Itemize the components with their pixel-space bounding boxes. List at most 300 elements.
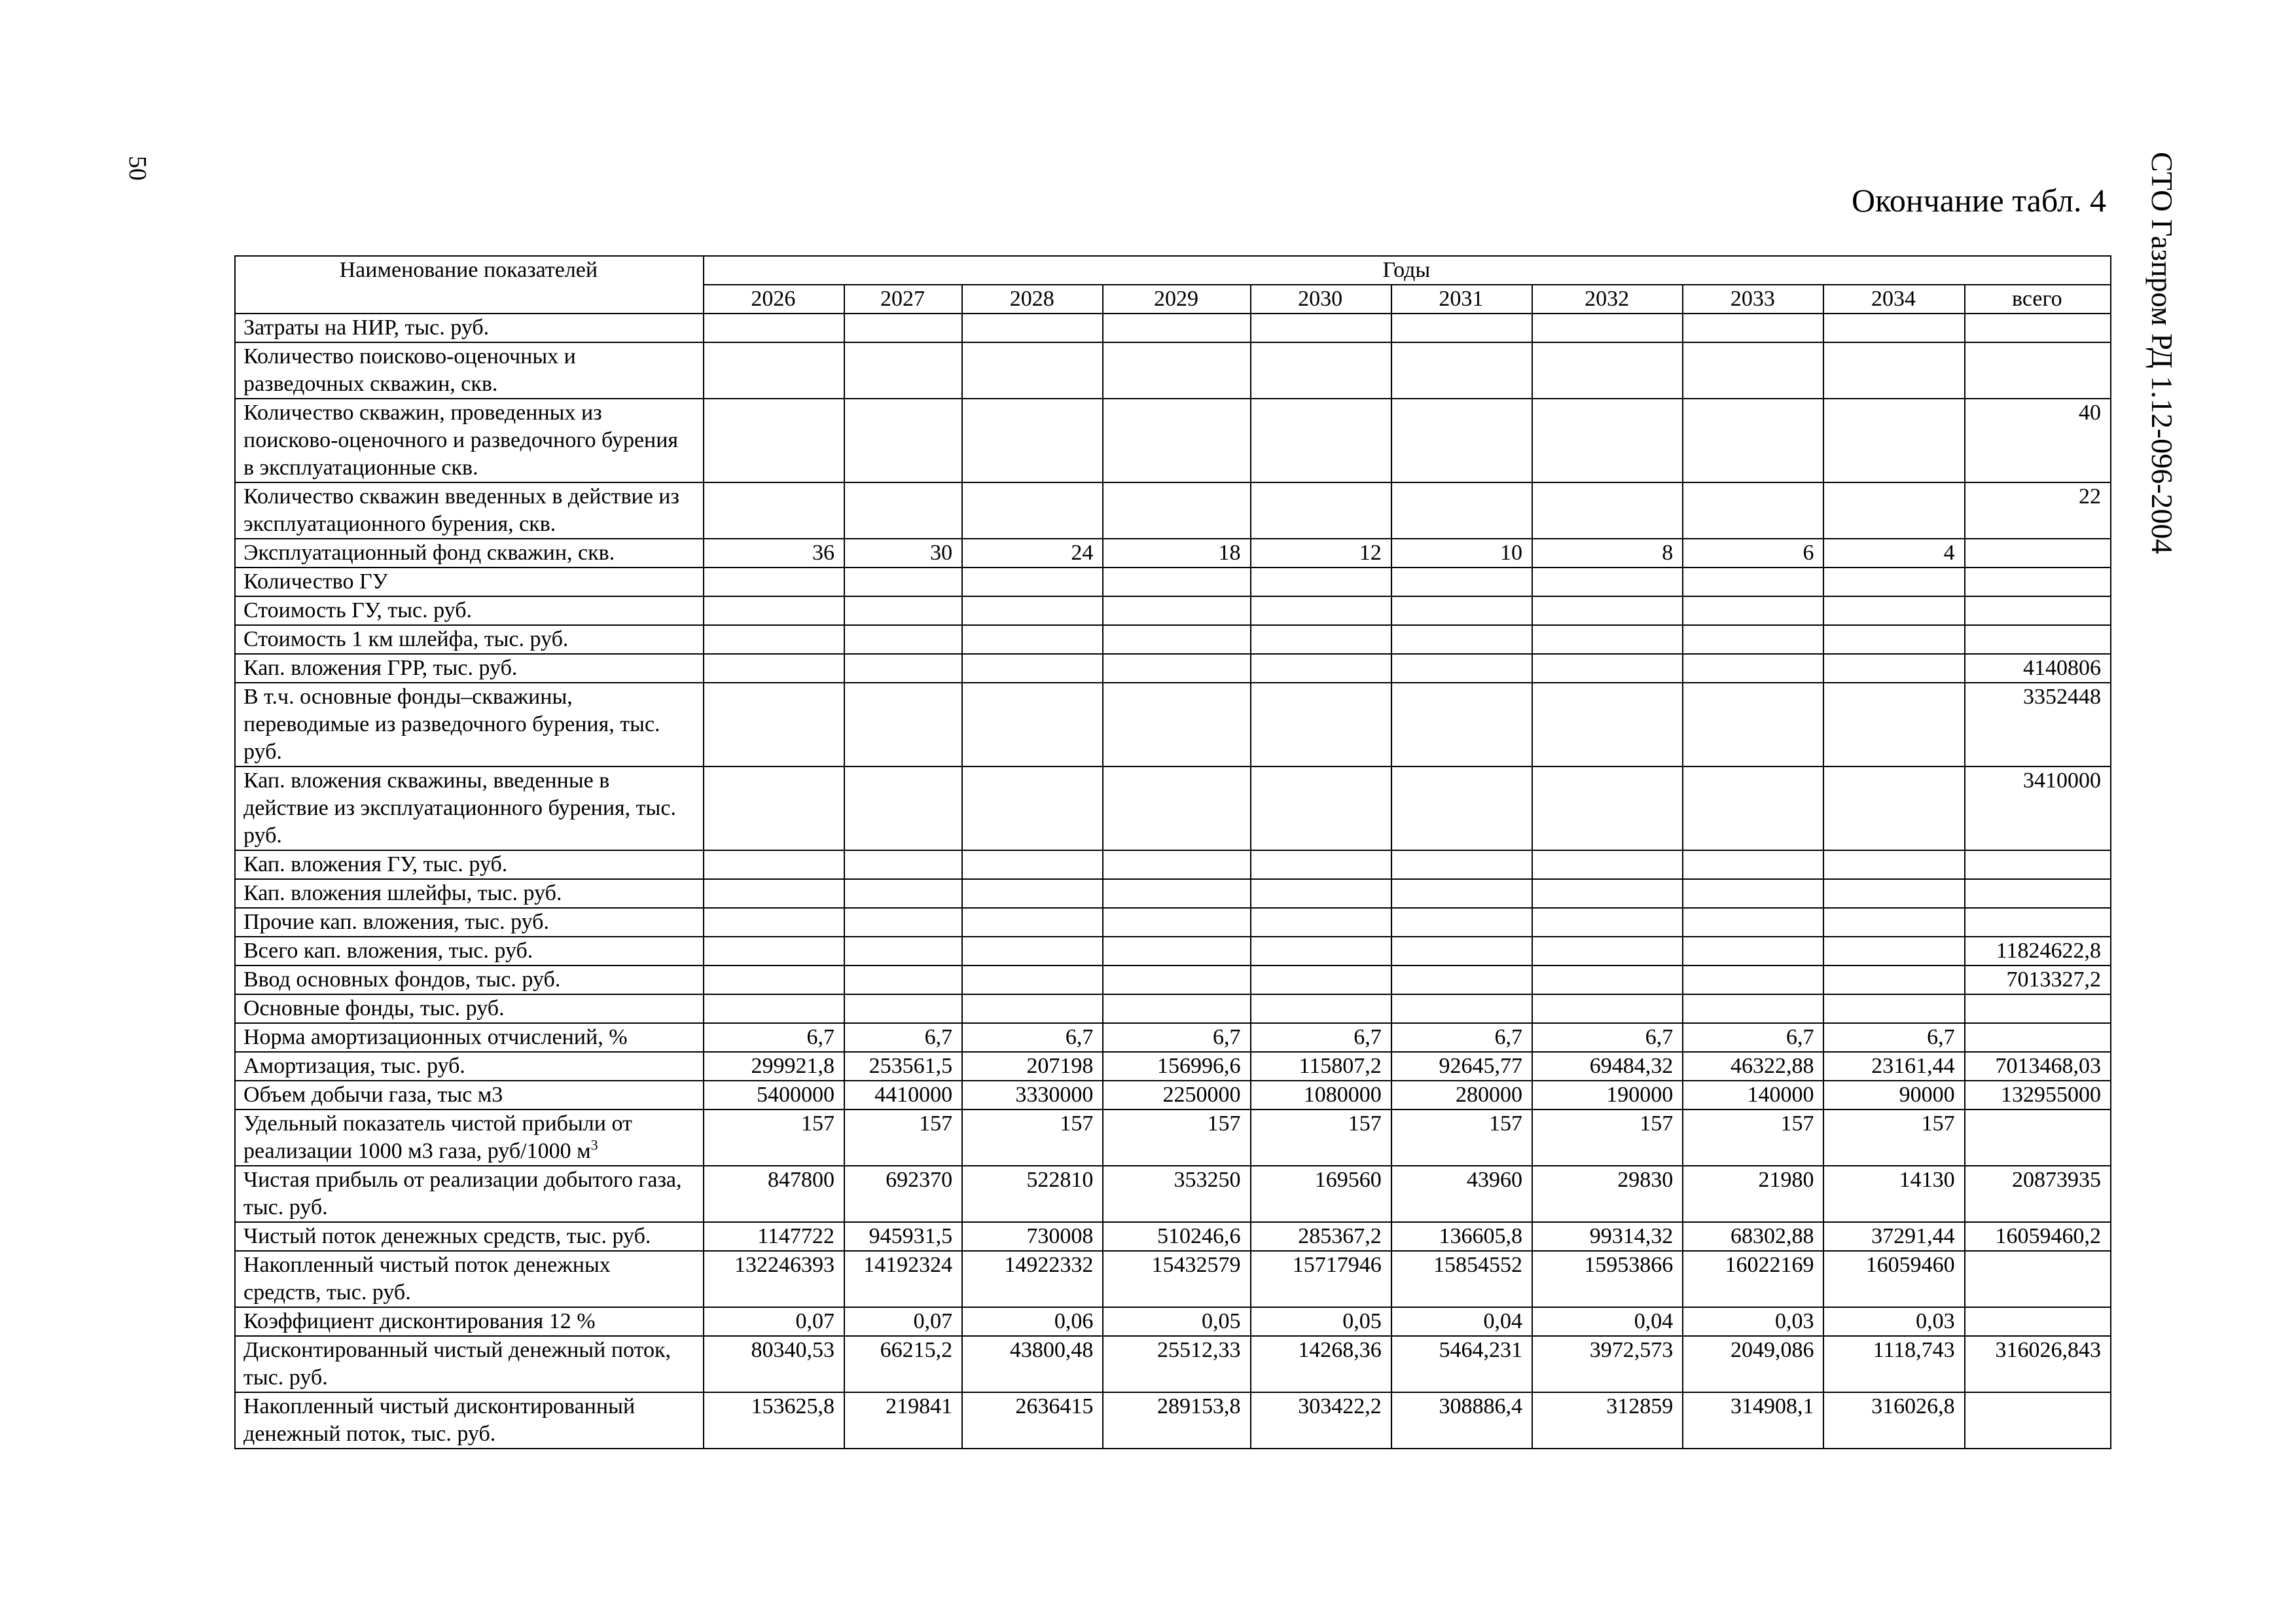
cell-value — [1823, 937, 1964, 965]
cell-value — [962, 994, 1103, 1023]
cell-value: 14922332 — [962, 1251, 1103, 1307]
table-row — [235, 625, 2111, 654]
cell-value — [962, 654, 1103, 683]
cell-value — [704, 654, 844, 683]
cell-value: 115807,2 — [1251, 1052, 1391, 1081]
header-year: 2026 — [704, 285, 844, 314]
cell-value: 0,03 — [1683, 1307, 1823, 1336]
table-row — [235, 1251, 2111, 1307]
cell-value — [962, 965, 1103, 994]
cell-value — [844, 568, 962, 596]
cell-value — [1391, 850, 1532, 879]
cell-value — [1683, 482, 1823, 539]
row-label: Количество ГУ — [235, 568, 704, 596]
cell-value — [1532, 994, 1683, 1023]
cell-value: 153625,8 — [704, 1392, 844, 1449]
row-label: Основные фонды, тыс. руб. — [235, 994, 704, 1023]
row-label: Всего кап. вложения, тыс. руб. — [235, 937, 704, 965]
cell-value — [844, 399, 962, 482]
cell-value: 12 — [1251, 539, 1391, 568]
cell-total: 11824622,8 — [1965, 937, 2111, 965]
cell-value — [1532, 342, 1683, 399]
cell-value — [1103, 314, 1250, 342]
cell-value — [962, 342, 1103, 399]
cell-value — [1532, 908, 1683, 937]
cell-value: 15432579 — [1103, 1251, 1250, 1307]
cell-value — [704, 482, 844, 539]
cell-total — [1965, 539, 2111, 568]
cell-value — [704, 965, 844, 994]
table-row — [235, 850, 2111, 879]
cell-value: 3330000 — [962, 1081, 1103, 1110]
header-year: 2027 — [844, 285, 962, 314]
cell-value: 99314,32 — [1532, 1222, 1683, 1251]
cell-value — [1391, 596, 1532, 625]
cell-value — [1391, 908, 1532, 937]
cell-value — [1683, 314, 1823, 342]
cell-value — [1391, 879, 1532, 908]
cell-value — [1391, 399, 1532, 482]
cell-value: 6,7 — [962, 1023, 1103, 1052]
cell-total — [1965, 625, 2111, 654]
cell-value — [844, 850, 962, 879]
page-number: 50 — [124, 156, 151, 181]
cell-total: 4140806 — [1965, 654, 2111, 683]
cell-value: 157 — [1391, 1110, 1532, 1166]
cell-value — [1251, 850, 1391, 879]
table-caption: Окончание табл. 4 — [1852, 182, 2106, 219]
cell-value — [1103, 342, 1250, 399]
table-row — [235, 399, 2111, 482]
table-row — [235, 1222, 2111, 1251]
cell-value — [844, 342, 962, 399]
cell-value: 10 — [1391, 539, 1532, 568]
cell-value: 157 — [1823, 1110, 1964, 1166]
cell-value: 43960 — [1391, 1166, 1532, 1222]
cell-value: 132246393 — [704, 1251, 844, 1307]
row-label: Удельный показатель чистой прибыли от реализации 1000 м3 газа, руб/1000 $м^3$ — [235, 1110, 704, 1166]
row-label: Кап. вложения скважины, введенные в действие из эксплуатационного бурения, тыс. руб. — [235, 767, 704, 850]
cell-value: 14268,36 — [1251, 1336, 1391, 1392]
cell-value — [1103, 596, 1250, 625]
cell-value: 353250 — [1103, 1166, 1250, 1222]
cell-value: 69484,32 — [1532, 1052, 1683, 1081]
cell-total — [1965, 850, 2111, 879]
cell-value: 312859 — [1532, 1392, 1683, 1449]
row-label: Количество скважин, проведенных из поисково-оценочного и разведочного бурения в эксплуатационные скв. — [235, 399, 704, 482]
cell-total — [1965, 568, 2111, 596]
cell-value — [1391, 482, 1532, 539]
cell-value — [1532, 879, 1683, 908]
cell-value: 92645,77 — [1391, 1052, 1532, 1081]
cell-value: 2250000 — [1103, 1081, 1250, 1110]
cell-value: 0,03 — [1823, 1307, 1964, 1336]
cell-value — [962, 568, 1103, 596]
cell-value: 316026,8 — [1823, 1392, 1964, 1449]
cell-value — [1683, 767, 1823, 850]
cell-value: 29830 — [1532, 1166, 1683, 1222]
header-year: 2028 — [962, 285, 1103, 314]
cell-value — [1251, 908, 1391, 937]
cell-value — [1683, 568, 1823, 596]
cell-value: 157 — [704, 1110, 844, 1166]
cell-value — [1391, 625, 1532, 654]
cell-value — [1391, 314, 1532, 342]
cell-value — [962, 937, 1103, 965]
cell-value: 169560 — [1251, 1166, 1391, 1222]
cell-value — [962, 314, 1103, 342]
row-label: Прочие кап. вложения, тыс. руб. — [235, 908, 704, 937]
cell-value — [1251, 568, 1391, 596]
cell-value: 207198 — [962, 1052, 1103, 1081]
cell-value — [1823, 767, 1964, 850]
cell-value — [962, 625, 1103, 654]
cell-value — [1251, 314, 1391, 342]
cell-value: 157 — [962, 1110, 1103, 1166]
cell-value — [1683, 399, 1823, 482]
cell-value — [1103, 482, 1250, 539]
row-label: Чистая прибыль от реализации добытого газа, тыс. руб. — [235, 1166, 704, 1222]
cell-total — [1965, 908, 2111, 937]
cell-value — [844, 965, 962, 994]
cell-value — [1103, 965, 1250, 994]
table-row — [235, 1166, 2111, 1222]
cell-value: 90000 — [1823, 1081, 1964, 1110]
cell-value: 43800,48 — [962, 1336, 1103, 1392]
cell-value — [1251, 683, 1391, 767]
cell-value — [1532, 314, 1683, 342]
cell-value — [1103, 994, 1250, 1023]
cell-value: 157 — [1532, 1110, 1683, 1166]
row-label: Кап. вложения ГУ, тыс. руб. — [235, 850, 704, 879]
cell-value — [704, 937, 844, 965]
cell-value: 6,7 — [1251, 1023, 1391, 1052]
cell-value — [1103, 399, 1250, 482]
cell-value — [1391, 342, 1532, 399]
cell-value: 280000 — [1391, 1081, 1532, 1110]
cell-total — [1965, 342, 2111, 399]
cell-value — [1251, 937, 1391, 965]
cell-value — [704, 342, 844, 399]
cell-value — [962, 879, 1103, 908]
cell-value — [1532, 596, 1683, 625]
row-label: Стоимость 1 км шлейфа, тыс. руб. — [235, 625, 704, 654]
cell-value — [1251, 879, 1391, 908]
cell-value — [1251, 625, 1391, 654]
cell-value — [1532, 767, 1683, 850]
cell-value — [1532, 850, 1683, 879]
cell-value — [1103, 937, 1250, 965]
cell-value — [1251, 654, 1391, 683]
table-row — [235, 879, 2111, 908]
cell-value: 66215,2 — [844, 1336, 962, 1392]
cell-value: 0,05 — [1251, 1307, 1391, 1336]
cell-value — [1103, 908, 1250, 937]
row-label: Накопленный чистый поток денежных средств, тыс. руб. — [235, 1251, 704, 1307]
cell-value — [1823, 850, 1964, 879]
cell-value: 157 — [844, 1110, 962, 1166]
cell-value: 692370 — [844, 1166, 962, 1222]
cell-value — [1823, 879, 1964, 908]
cell-value: 16022169 — [1683, 1251, 1823, 1307]
cell-value: 303422,2 — [1251, 1392, 1391, 1449]
indicators-table — [234, 255, 2111, 1449]
cell-total — [1965, 994, 2111, 1023]
cell-value: 299921,8 — [704, 1052, 844, 1081]
cell-value — [962, 399, 1103, 482]
cell-value: 18 — [1103, 539, 1250, 568]
cell-value: 289153,8 — [1103, 1392, 1250, 1449]
cell-value: 219841 — [844, 1392, 962, 1449]
cell-value: 6,7 — [704, 1023, 844, 1052]
cell-value: 68302,88 — [1683, 1222, 1823, 1251]
cell-value: 0,05 — [1103, 1307, 1250, 1336]
row-label: Эксплуатационный фонд скважин, скв. — [235, 539, 704, 568]
cell-total: 3410000 — [1965, 767, 2111, 850]
cell-value — [704, 399, 844, 482]
cell-total — [1965, 1110, 2111, 1166]
cell-value: 136605,8 — [1391, 1222, 1532, 1251]
cell-value — [1683, 625, 1823, 654]
cell-value: 1147722 — [704, 1222, 844, 1251]
cell-value: 2636415 — [962, 1392, 1103, 1449]
document-code: СТО Газпром РД 1.12-096-2004 — [2145, 152, 2179, 554]
cell-value: 157 — [1103, 1110, 1250, 1166]
cell-value: 6,7 — [1683, 1023, 1823, 1052]
cell-value — [1391, 965, 1532, 994]
cell-value — [1683, 937, 1823, 965]
cell-value: 0,07 — [704, 1307, 844, 1336]
table-row — [235, 654, 2111, 683]
row-label: Кап. вложения ГРР, тыс. руб. — [235, 654, 704, 683]
table-row — [235, 482, 2111, 539]
table-row — [235, 908, 2111, 937]
cell-value — [1532, 482, 1683, 539]
cell-value — [1391, 683, 1532, 767]
cell-value — [1823, 683, 1964, 767]
cell-value — [1391, 994, 1532, 1023]
cell-value — [1103, 654, 1250, 683]
cell-value: 3972,573 — [1532, 1336, 1683, 1392]
cell-value: 15953866 — [1532, 1251, 1683, 1307]
cell-value — [844, 767, 962, 850]
cell-value — [844, 654, 962, 683]
cell-value: 8 — [1532, 539, 1683, 568]
cell-value: 2049,086 — [1683, 1336, 1823, 1392]
table-row — [235, 1081, 2111, 1110]
cell-value: 37291,44 — [1823, 1222, 1964, 1251]
row-label: Норма амортизационных отчислений, % — [235, 1023, 704, 1052]
cell-value: 6 — [1683, 539, 1823, 568]
cell-value — [1532, 654, 1683, 683]
cell-value: 23161,44 — [1823, 1052, 1964, 1081]
cell-value: 140000 — [1683, 1081, 1823, 1110]
cell-value — [1103, 568, 1250, 596]
cell-value — [704, 850, 844, 879]
header-year: 2032 — [1532, 285, 1683, 314]
table-row — [235, 342, 2111, 399]
cell-value — [1103, 625, 1250, 654]
cell-value: 25512,33 — [1103, 1336, 1250, 1392]
table-header-row — [235, 256, 2111, 285]
table-row — [235, 568, 2111, 596]
table-row — [235, 1307, 2111, 1336]
cell-value: 314908,1 — [1683, 1392, 1823, 1449]
cell-value: 253561,5 — [844, 1052, 962, 1081]
cell-value — [844, 908, 962, 937]
cell-value — [1532, 683, 1683, 767]
cell-value — [1683, 850, 1823, 879]
cell-value — [1103, 879, 1250, 908]
cell-value: 1080000 — [1251, 1081, 1391, 1110]
cell-value — [1823, 654, 1964, 683]
cell-value: 1118,743 — [1823, 1336, 1964, 1392]
cell-value — [962, 482, 1103, 539]
cell-value — [844, 879, 962, 908]
cell-value — [704, 879, 844, 908]
cell-value — [844, 625, 962, 654]
cell-value — [844, 596, 962, 625]
table-row — [235, 1023, 2111, 1052]
cell-value: 15854552 — [1391, 1251, 1532, 1307]
cell-total: 132955000 — [1965, 1081, 2111, 1110]
cell-value — [1683, 994, 1823, 1023]
cell-value: 0,04 — [1391, 1307, 1532, 1336]
cell-total: 7013327,2 — [1965, 965, 2111, 994]
cell-value: 730008 — [962, 1222, 1103, 1251]
cell-value: 0,07 — [844, 1307, 962, 1336]
header-indicator-name: Наименование показателей — [235, 256, 704, 314]
cell-value — [1823, 994, 1964, 1023]
cell-value — [704, 596, 844, 625]
cell-value — [1823, 965, 1964, 994]
cell-value: 21980 — [1683, 1166, 1823, 1222]
row-label: Стоимость ГУ, тыс. руб. — [235, 596, 704, 625]
row-label: Накопленный чистый дисконтированный денежный поток, тыс. руб. — [235, 1392, 704, 1449]
cell-value: 5400000 — [704, 1081, 844, 1110]
cell-total: 22 — [1965, 482, 2111, 539]
cell-value: 30 — [844, 539, 962, 568]
cell-value — [1532, 937, 1683, 965]
cell-total — [1965, 1251, 2111, 1307]
cell-value: 847800 — [704, 1166, 844, 1222]
cell-value: 285367,2 — [1251, 1222, 1391, 1251]
cell-total — [1965, 1023, 2111, 1052]
table-row — [235, 965, 2111, 994]
table-row — [235, 539, 2111, 568]
header-year: 2034 — [1823, 285, 1964, 314]
row-label: Количество поисково-оценочных и разведочных скважин, скв. — [235, 342, 704, 399]
header-total: всего — [1965, 285, 2111, 314]
table-row — [235, 1052, 2111, 1081]
cell-value: 6,7 — [1532, 1023, 1683, 1052]
cell-value — [1683, 908, 1823, 937]
cell-value — [1823, 399, 1964, 482]
cell-value — [1251, 965, 1391, 994]
cell-value: 157 — [1683, 1110, 1823, 1166]
cell-total — [1965, 596, 2111, 625]
table-row — [235, 314, 2111, 342]
cell-value — [1823, 625, 1964, 654]
cell-value — [1251, 482, 1391, 539]
table-row — [235, 596, 2111, 625]
cell-value: 0,04 — [1532, 1307, 1683, 1336]
cell-value — [1251, 767, 1391, 850]
cell-value: 5464,231 — [1391, 1336, 1532, 1392]
header-year: 2031 — [1391, 285, 1532, 314]
cell-value: 80340,53 — [704, 1336, 844, 1392]
row-label: Дисконтированный чистый денежный поток, тыс. руб. — [235, 1336, 704, 1392]
cell-value — [1103, 850, 1250, 879]
cell-value — [1251, 994, 1391, 1023]
cell-value — [962, 596, 1103, 625]
cell-value — [1251, 342, 1391, 399]
cell-value — [1391, 937, 1532, 965]
header-year: 2033 — [1683, 285, 1823, 314]
cell-value: 6,7 — [1823, 1023, 1964, 1052]
table-row — [235, 994, 2111, 1023]
cell-total — [1965, 879, 2111, 908]
cell-value — [962, 908, 1103, 937]
cell-value — [1103, 683, 1250, 767]
cell-total — [1965, 1392, 2111, 1449]
cell-value — [1391, 767, 1532, 850]
cell-value — [1251, 399, 1391, 482]
cell-value: 16059460 — [1823, 1251, 1964, 1307]
cell-value: 46322,88 — [1683, 1052, 1823, 1081]
cell-value — [704, 908, 844, 937]
cell-value — [1532, 568, 1683, 596]
cell-value — [704, 625, 844, 654]
row-label: Кап. вложения шлейфы, тыс. руб. — [235, 879, 704, 908]
cell-value — [962, 767, 1103, 850]
table-row — [235, 767, 2111, 850]
cell-value: 6,7 — [1103, 1023, 1250, 1052]
cell-value — [844, 314, 962, 342]
table-row — [235, 1110, 2111, 1166]
cell-total — [1965, 314, 2111, 342]
cell-value: 15717946 — [1251, 1251, 1391, 1307]
row-label: Амортизация, тыс. руб. — [235, 1052, 704, 1081]
cell-value: 157 — [1251, 1110, 1391, 1166]
cell-value — [844, 683, 962, 767]
header-years: Годы — [704, 256, 2111, 285]
cell-value: 0,06 — [962, 1307, 1103, 1336]
cell-value: 14130 — [1823, 1166, 1964, 1222]
cell-value — [1532, 399, 1683, 482]
cell-value — [1251, 596, 1391, 625]
cell-value — [1683, 654, 1823, 683]
cell-total: 40 — [1965, 399, 2111, 482]
cell-value: 6,7 — [844, 1023, 962, 1052]
cell-value — [704, 568, 844, 596]
cell-value — [1683, 965, 1823, 994]
cell-value: 4410000 — [844, 1081, 962, 1110]
cell-value: 4 — [1823, 539, 1964, 568]
cell-value — [704, 994, 844, 1023]
row-label: Чистый поток денежных средств, тыс. руб. — [235, 1222, 704, 1251]
cell-value: 945931,5 — [844, 1222, 962, 1251]
cell-value: 190000 — [1532, 1081, 1683, 1110]
row-label: Затраты на НИР, тыс. руб. — [235, 314, 704, 342]
row-label: Количество скважин введенных в действие из эксплуатационного бурения, скв. — [235, 482, 704, 539]
cell-value — [962, 850, 1103, 879]
cell-value: 308886,4 — [1391, 1392, 1532, 1449]
cell-value — [1683, 879, 1823, 908]
row-label: Коэффициент дисконтирования 12 % — [235, 1307, 704, 1336]
cell-value — [1823, 342, 1964, 399]
cell-value — [704, 314, 844, 342]
